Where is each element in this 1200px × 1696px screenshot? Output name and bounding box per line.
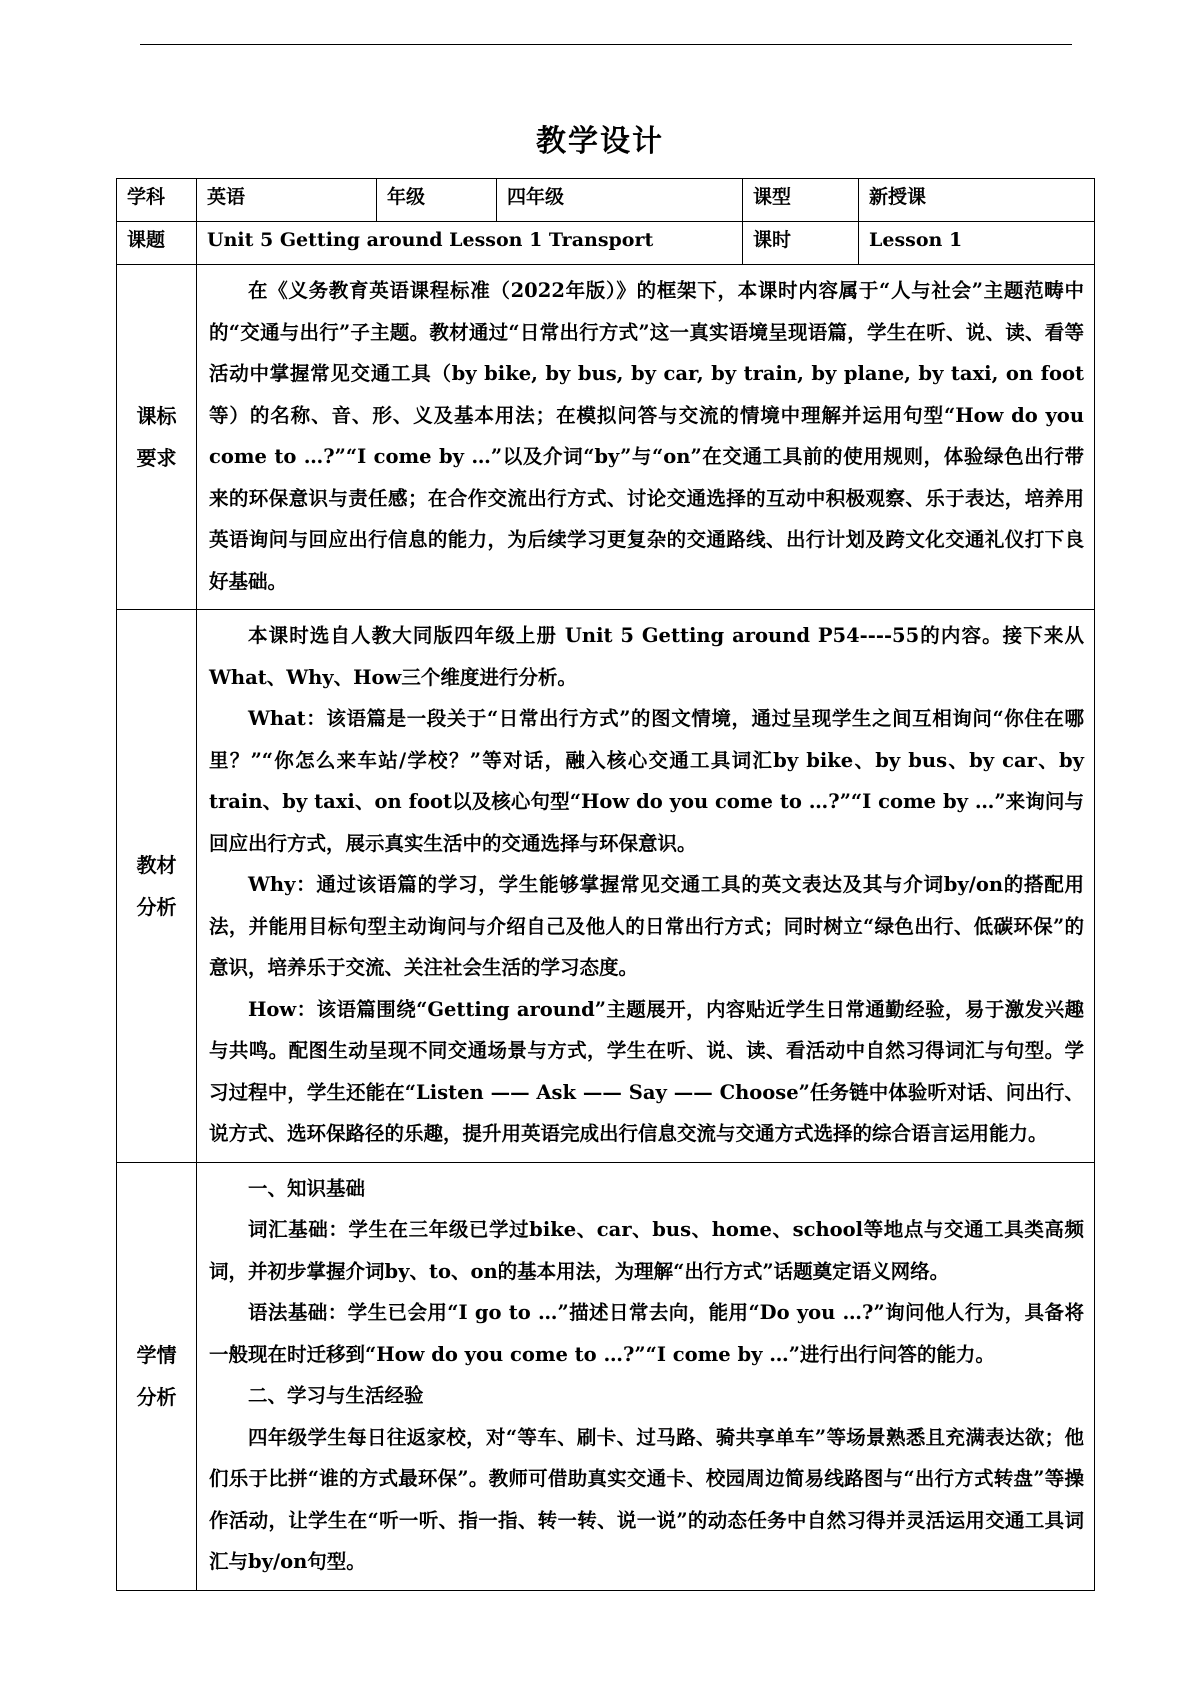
materials-why-paragraph: Why：通过该语篇的学习，学生能够掌握常见交通工具的英文表达及其与介词by/on的搭配用法，并能用目标句型主动询问与介绍自己及他人的日常出行方式；同时树立“绿色出行、低碳环保”的意识，培养乐于交流、关注社会生活的学习态度。 <box>209 873 1084 979</box>
standards-label-line2: 要求 <box>136 446 177 470</box>
subject-label-cell <box>117 179 197 222</box>
period-value: Lesson 1 <box>869 229 963 251</box>
learners-content <box>197 1162 1095 1590</box>
lesson-type-label: 课型 <box>753 186 792 208</box>
materials-label-line1: 教材 <box>136 852 177 877</box>
header-rule <box>140 44 1072 45</box>
learners-label-cell <box>117 1162 197 1590</box>
learners-experience-paragraph: 四年级学生每日往返家校，对“等车、刷卡、过马路、骑共享单车”等场景熟悉且充满表达欲；他们乐于比拼“谁的方式最环保”。教师可借助真实交通卡、校园周边简易线路图与“出行方式转盘”等操作活动，让学生在“听一听、指一指、转一转、说一说”的动态任务中自然习得并灵活运用交通工具词汇与by/on句型。 <box>209 1425 1084 1573</box>
period-label-cell <box>743 222 859 265</box>
subject-value-cell <box>197 179 377 222</box>
learners-heading-knowledge: 一、知识基础 <box>248 1176 366 1200</box>
topic-label: 课题 <box>127 229 166 251</box>
topic-value-cell <box>197 222 743 265</box>
period-label: 课时 <box>753 229 792 251</box>
learners-label-line1: 学情 <box>136 1343 177 1367</box>
period-value-cell <box>859 222 1095 265</box>
standards-content <box>197 265 1095 610</box>
learners-row <box>117 1162 1095 1590</box>
standards-label-cell <box>117 265 197 610</box>
info-row-2 <box>117 222 1095 265</box>
standards-label-line1: 课标 <box>136 404 177 428</box>
topic-label-cell <box>117 222 197 265</box>
type-value-cell <box>859 179 1095 222</box>
type-label-cell <box>743 179 859 222</box>
learners-heading-experience: 二、学习与生活经验 <box>248 1384 424 1407</box>
subject-value: 英语 <box>207 186 246 208</box>
learners-label-line2: 分析 <box>136 1385 177 1409</box>
grade-value: 四年级 <box>507 186 565 208</box>
lesson-design-table <box>116 178 1095 1591</box>
standards-paragraph: 在《义务教育英语课程标准（2022年版）》的框架下，本课时内容属于“人与社会”主题范畴中的“交通与出行”子主题。教材通过“日常出行方式”这一真实语境呈现语篇，学生在听、说、读、看等活动中掌握常见交通工具（by bike, by bus, by car, by train, by plane, by taxi, on foot等）的名称、音、形、义及基本用法；在模拟问答与交流的情境中理解并运用句型“How do you come to …?”“I come by …”以及介词“by”与“on”在交通工具前的使用规则，体验绿色出行带来的环保意识与责任感；在合作交流出行方式、讨论交通选择的互动中积极观察、乐于表达，培养用英语询问与回应出行信息的能力，为后续学习更复杂的交通路线、出行计划及跨文化交通礼仪打下良好基础。 <box>209 279 1084 593</box>
topic-value: Unit 5 Getting around Lesson 1 Transport <box>207 229 654 251</box>
info-row-1 <box>117 179 1095 222</box>
materials-intro-paragraph: 本课时选自人教大同版四年级上册 Unit 5 Getting around P54----55的内容。接下来从What、Why、How三个维度进行分析。 <box>209 624 1084 689</box>
learners-grammar-paragraph: 语法基础：学生已会用“I go to …”描述日常去向，能用“Do you …?”询问他人行为，具备将一般现在时迁移到“How do you come to …?”“I come by …”进行出行问答的能力。 <box>209 1301 1084 1366</box>
grade-label: 年级 <box>387 186 426 208</box>
learners-vocab-paragraph: 词汇基础：学生在三年级已学过bike、car、bus、home、school等地点与交通工具类高频词，并初步掌握介词by、to、on的基本用法，为理解“出行方式”话题奠定语义网络。 <box>209 1218 1084 1283</box>
materials-content <box>197 610 1095 1163</box>
materials-how-paragraph: How：该语篇围绕“Getting around”主题展开，内容贴近学生日常通勤经验，易于激发兴趣与共鸣。配图生动呈现不同交通场景与方式，学生在听、说、读、看活动中自然习得词汇与句型。学习过程中，学生还能在“Listen —— Ask —— Say —— Choose”任务链中体验听对话、问出行、说方式、选环保路径的乐趣，提升用英语完成出行信息交流与交通方式选择的综合语言运用能力。 <box>209 997 1084 1145</box>
materials-label-cell <box>117 610 197 1163</box>
standards-row <box>117 265 1095 610</box>
grade-value-cell <box>497 179 743 222</box>
materials-what-paragraph: What：该语篇是一段关于“日常出行方式”的图文情境，通过呈现学生之间互相询问“你住在哪里？”“你怎么来车站/学校？”等对话，融入核心交通工具词汇by bike、by bus、by car、by train、by taxi、on foot以及核心句型“How do you come to …?”“I come by …”来询问与回应出行方式，展示真实生活中的交通选择与环保意识。 <box>209 707 1084 855</box>
materials-label-line2: 分析 <box>136 894 177 919</box>
subject-label: 学科 <box>127 186 166 208</box>
grade-label-cell <box>377 179 497 222</box>
page-title: 教学设计 <box>536 124 664 159</box>
lesson-type-value: 新授课 <box>869 186 927 208</box>
materials-row <box>117 610 1095 1163</box>
